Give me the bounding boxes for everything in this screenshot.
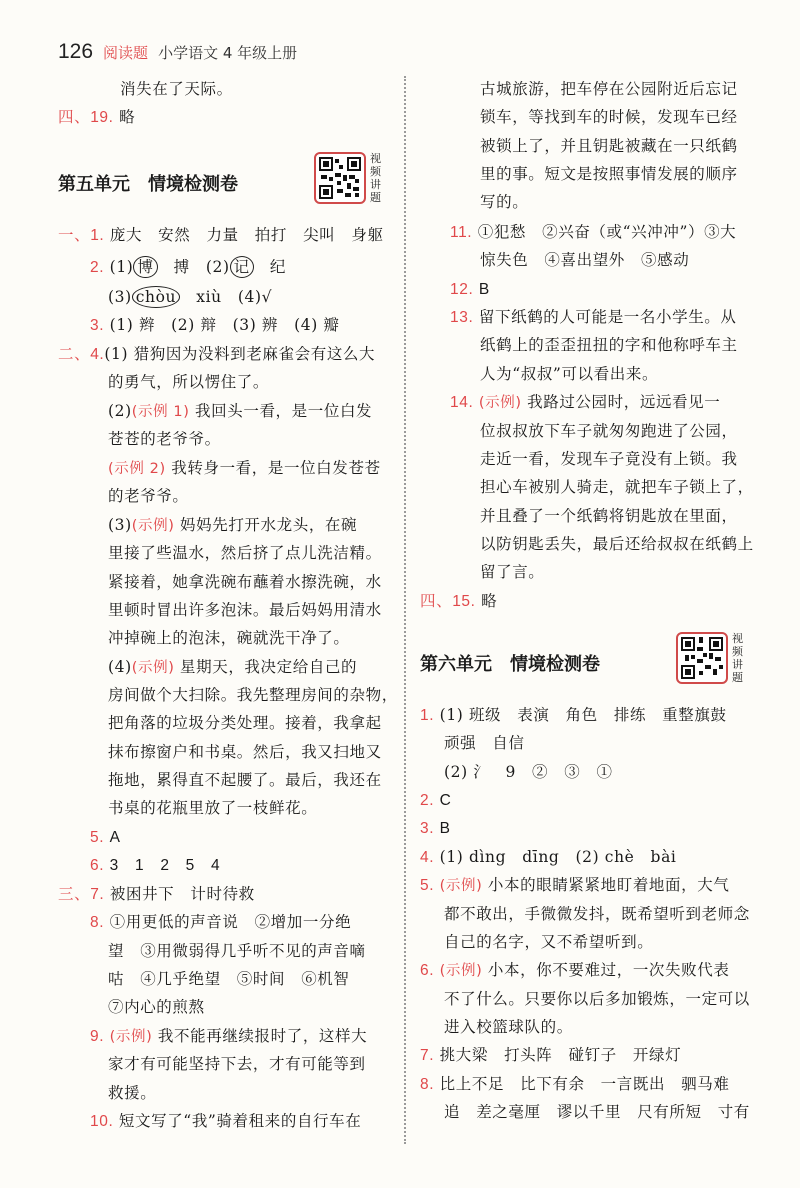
r6-line-3: 进入校篮球队的。: [444, 1018, 573, 1036]
q8-line-2: 望 ③用微弱得几乎听不见的声音嘀: [108, 942, 366, 960]
q9-line-3: 救援。: [108, 1084, 157, 1102]
r2: 2. C: [420, 792, 452, 809]
qr-code-icon[interactable]: [676, 632, 728, 684]
q5: 5. A: [90, 829, 121, 846]
q12: 12. B: [450, 281, 490, 298]
q4-line-1: 二、4.(1) 猎狗因为没料到老麻雀会有这么大: [58, 345, 376, 363]
q14-line-3: 走近一看，发现车子竟没有上锁。我: [480, 450, 738, 468]
q10-line-3: 锁车，等找到车的时候，发现车已经: [480, 108, 738, 126]
q14-line-4: 担心车被别人骑走，就把车子锁上了，: [480, 478, 754, 496]
unit-6-title: 第六单元 情境检测卷: [420, 654, 600, 675]
r8-line-2: 追 差之毫厘 谬以千里 尺有所短 寸有: [444, 1103, 750, 1121]
q4-3-line-5: 冲掉碗上的泡沫，碗就洗干净了。: [108, 629, 350, 647]
q11-line-2: 惊失色 ④喜出望外 ⑤感动: [480, 251, 690, 269]
category-tag: 阅读题: [103, 44, 149, 62]
r5-line-2: 都不敢出，手微微发抖，既希望听到老师念: [444, 905, 750, 923]
q8-line-4: ⑦内心的煎熬: [108, 998, 205, 1016]
q9-line-1: 9. (示例) 我不能再继续报时了，这样大: [90, 1027, 368, 1045]
q7: 三、7. 被困井下 计时待救: [58, 885, 255, 903]
q8-line-1: 8. ①用更低的声音说 ②增加一分绝: [90, 913, 352, 931]
q3: 3. (1) 辫 (2) 辩 (3) 辨 (4) 瓣: [90, 316, 340, 334]
q4-3-line-3: 紧接着，她拿洗碗布蘸着水擦洗碗，水: [108, 573, 382, 591]
page-header: [58, 40, 297, 70]
unit-5-qr[interactable]: [314, 152, 382, 204]
q13-line-3: 人为“叔叔”可以看出来。: [480, 365, 659, 383]
unit-5-title: 第五单元 情境检测卷: [58, 174, 238, 195]
r5-line-3: 自己的名字，又不希望听到。: [444, 933, 654, 951]
r6-line-2: 不了什么。只要你以后多加锻炼，一定可以: [444, 990, 750, 1008]
r8-line-1: 8. 比上不足 比下有余 一言既出 驷马难: [420, 1075, 730, 1093]
q11-line-1: 11. ①犯愁 ②兴奋（或“兴冲冲”）③大: [450, 223, 737, 241]
q4-4-line-4: 抹布擦窗户和书桌。然后，我又扫地又: [108, 743, 382, 761]
q4-3-line-4: 里顿时冒出许多泡沫。最后妈妈用清水: [108, 601, 382, 619]
q4-4-line-5: 拖地，累得直不起腰了。最后，我还在: [108, 771, 382, 789]
q4-2b-line-1: (示例 2) 我转身一看，是一位白发苍苍: [108, 459, 381, 477]
unit-6-qr[interactable]: [676, 632, 744, 684]
q9-line-2: 家才有可能坚持下去，才有可能等到: [108, 1055, 366, 1073]
q10-line-1: 10. 短文写了“我”骑着租来的自行车在: [90, 1112, 362, 1130]
r1-line-2: 顽强 自信: [444, 734, 525, 752]
continued-text: 消失在了天际。: [120, 80, 233, 98]
q4-3-line-2: 里接了些温水，然后挤了点儿洗洁精。: [108, 544, 382, 562]
r5-line-1: 5. (示例) 小本的眼睛紧紧地盯着地面，大气: [420, 876, 730, 894]
video-explain-label: 视频讲题: [370, 152, 381, 204]
qr-code-icon[interactable]: [314, 152, 366, 204]
q4-3-line-1: (3)(示例) 妈妈先打开水龙头，在碗: [108, 516, 358, 534]
q2-line-2: (3) chòu xiù (4)√: [108, 288, 273, 306]
q14-line-2: 位叔叔放下车子就匆匆跑进了公园，: [480, 422, 738, 440]
circled-char: 记: [230, 256, 254, 278]
q4-2-line-2: 苍苍的老爷爷。: [108, 430, 221, 448]
q4-line-2: 的勇气，所以愣住了。: [108, 373, 270, 391]
q15: 四、15. 略: [420, 592, 498, 610]
q6: 6. 3 1 2 5 4: [90, 857, 221, 874]
q1: 一、1. 庞大 安然 力量 拍打 尖叫 身躯: [58, 226, 384, 244]
column-divider: [404, 76, 406, 1144]
q10-line-2: 古城旅游，把车停在公园附近后忘记: [480, 80, 738, 98]
r1-line-3: (2) 氵 9 ② ③ ①: [444, 763, 613, 781]
q14-line-1: 14. (示例) 我路过公园时，远远看见一: [450, 393, 721, 411]
r4: 4. (1) dìng dīng (2) chè bài: [420, 848, 677, 866]
q2-line-1: 2. (1) 博 搏 (2) 记 纪: [90, 258, 286, 276]
q14-line-6: 以防钥匙丢失，最后还给叔叔在纸鹤上: [480, 535, 754, 553]
book-title: 小学语文 4 年级上册: [158, 44, 298, 62]
q4-4-line-1: (4)(示例) 星期天，我决定给自己的: [108, 658, 358, 676]
r7: 7. 挑大梁 打头阵 碰钉子 开绿灯: [420, 1046, 682, 1064]
q14-line-5: 并且叠了一个纸鹤将钥匙放在里面，: [480, 507, 738, 525]
r3: 3. B: [420, 820, 451, 837]
r1-line-1: 1. (1) 班级 表演 角色 排练 重整旗鼓: [420, 706, 727, 724]
q4-4-line-6: 书桌的花瓶里放了一枝鲜花。: [108, 799, 318, 817]
q4-4-line-3: 把角落的垃圾分类处理。接着，我拿起: [108, 714, 382, 732]
q4-4-line-2: 房间做个大扫除。我先整理房间的杂物，: [108, 686, 398, 704]
r6-line-1: 6. (示例) 小本，你不要难过，一次失败代表: [420, 961, 730, 979]
q10-line-4: 被锁上了，并且钥匙被藏在一只纸鹤: [480, 137, 738, 155]
q10-line-5: 里的事。短文是按照事情发展的顺序: [480, 165, 738, 183]
q4-2b-line-2: 的老爷爷。: [108, 487, 189, 505]
circled-pinyin: chòu: [132, 286, 180, 308]
section-4-answer: 四、19. 略: [58, 108, 136, 126]
q4-2-line-1: (2)(示例 1) 我回头一看，是一位白发: [108, 402, 373, 420]
page-number: 126: [58, 40, 94, 63]
q10-line-6: 写的。: [480, 193, 529, 211]
q13-line-2: 纸鹤上的歪歪扭扭的字和他称呼车主: [480, 336, 738, 354]
q8-line-3: 咕 ④几乎绝望 ⑤时间 ⑥机智: [108, 970, 350, 988]
video-explain-label: 视频讲题: [732, 632, 743, 684]
circled-char: 博: [133, 256, 157, 278]
q13-line-1: 13. 留下纸鹤的人可能是一名小学生。从: [450, 308, 737, 326]
q14-line-7: 留了言。: [480, 563, 545, 581]
